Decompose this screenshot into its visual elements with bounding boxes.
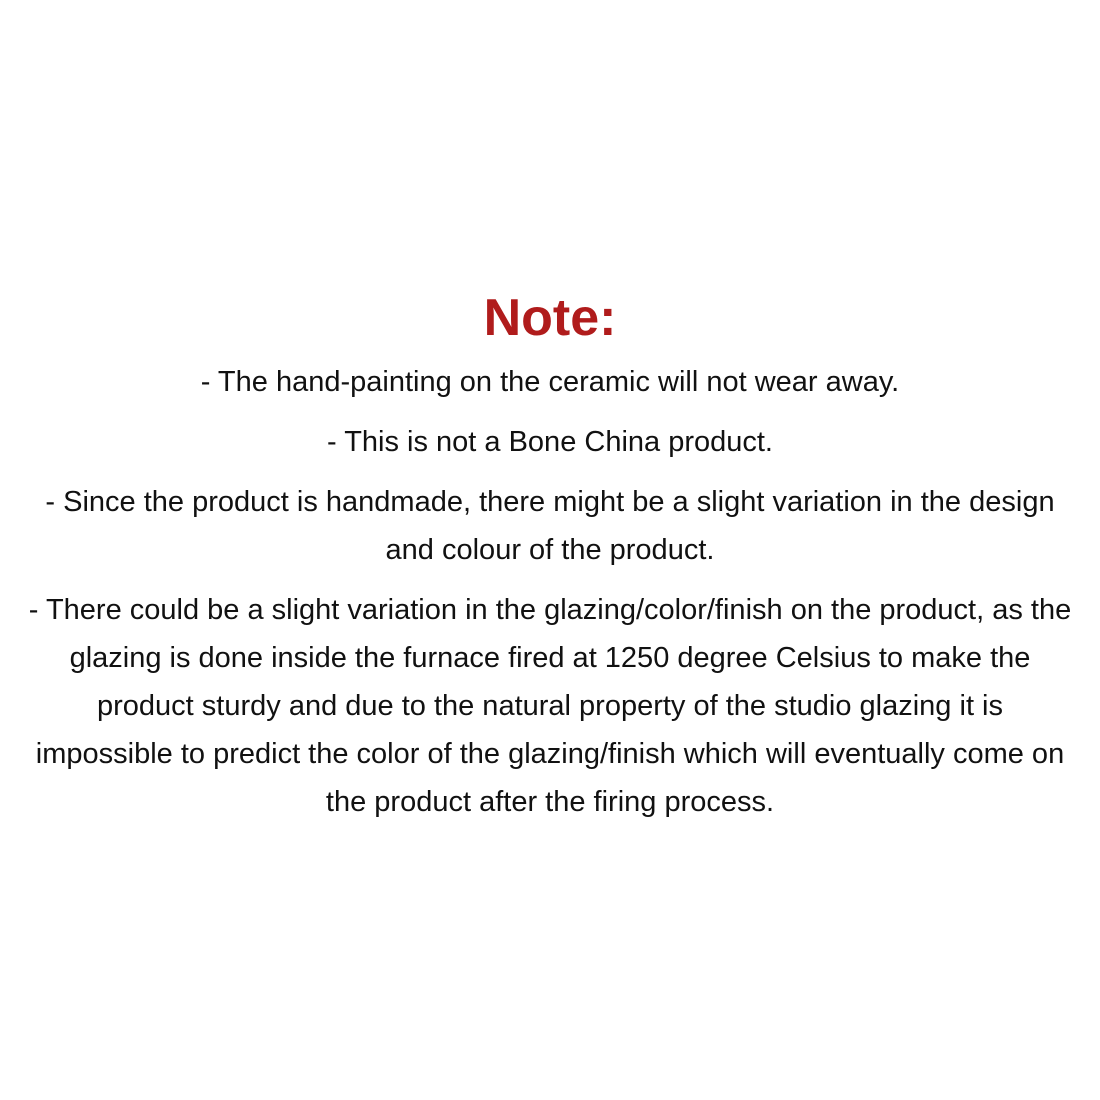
note-item-hand-painting: - The hand-painting on the ceramic will not wear away. [200, 366, 900, 398]
note-title: Note: [483, 289, 617, 347]
note-item-glazing-variation: - There could be a slight variation in the glazing/color/finish on the product, as the glazing is done inside the furnace fired at 1250 degree Celsius to make the product sturdy and due to the natural property of the studio glazing it is impossible to predict the color of the glazing/finish which will eventually come on the product after the firing process. [28, 594, 1072, 818]
note-item-handmade-variation: - Since the product is handmade, there might be a slight variation in the design and colour of the product. [45, 486, 1055, 566]
note-item-bone-china: - This is not a Bone China product. [327, 426, 773, 458]
